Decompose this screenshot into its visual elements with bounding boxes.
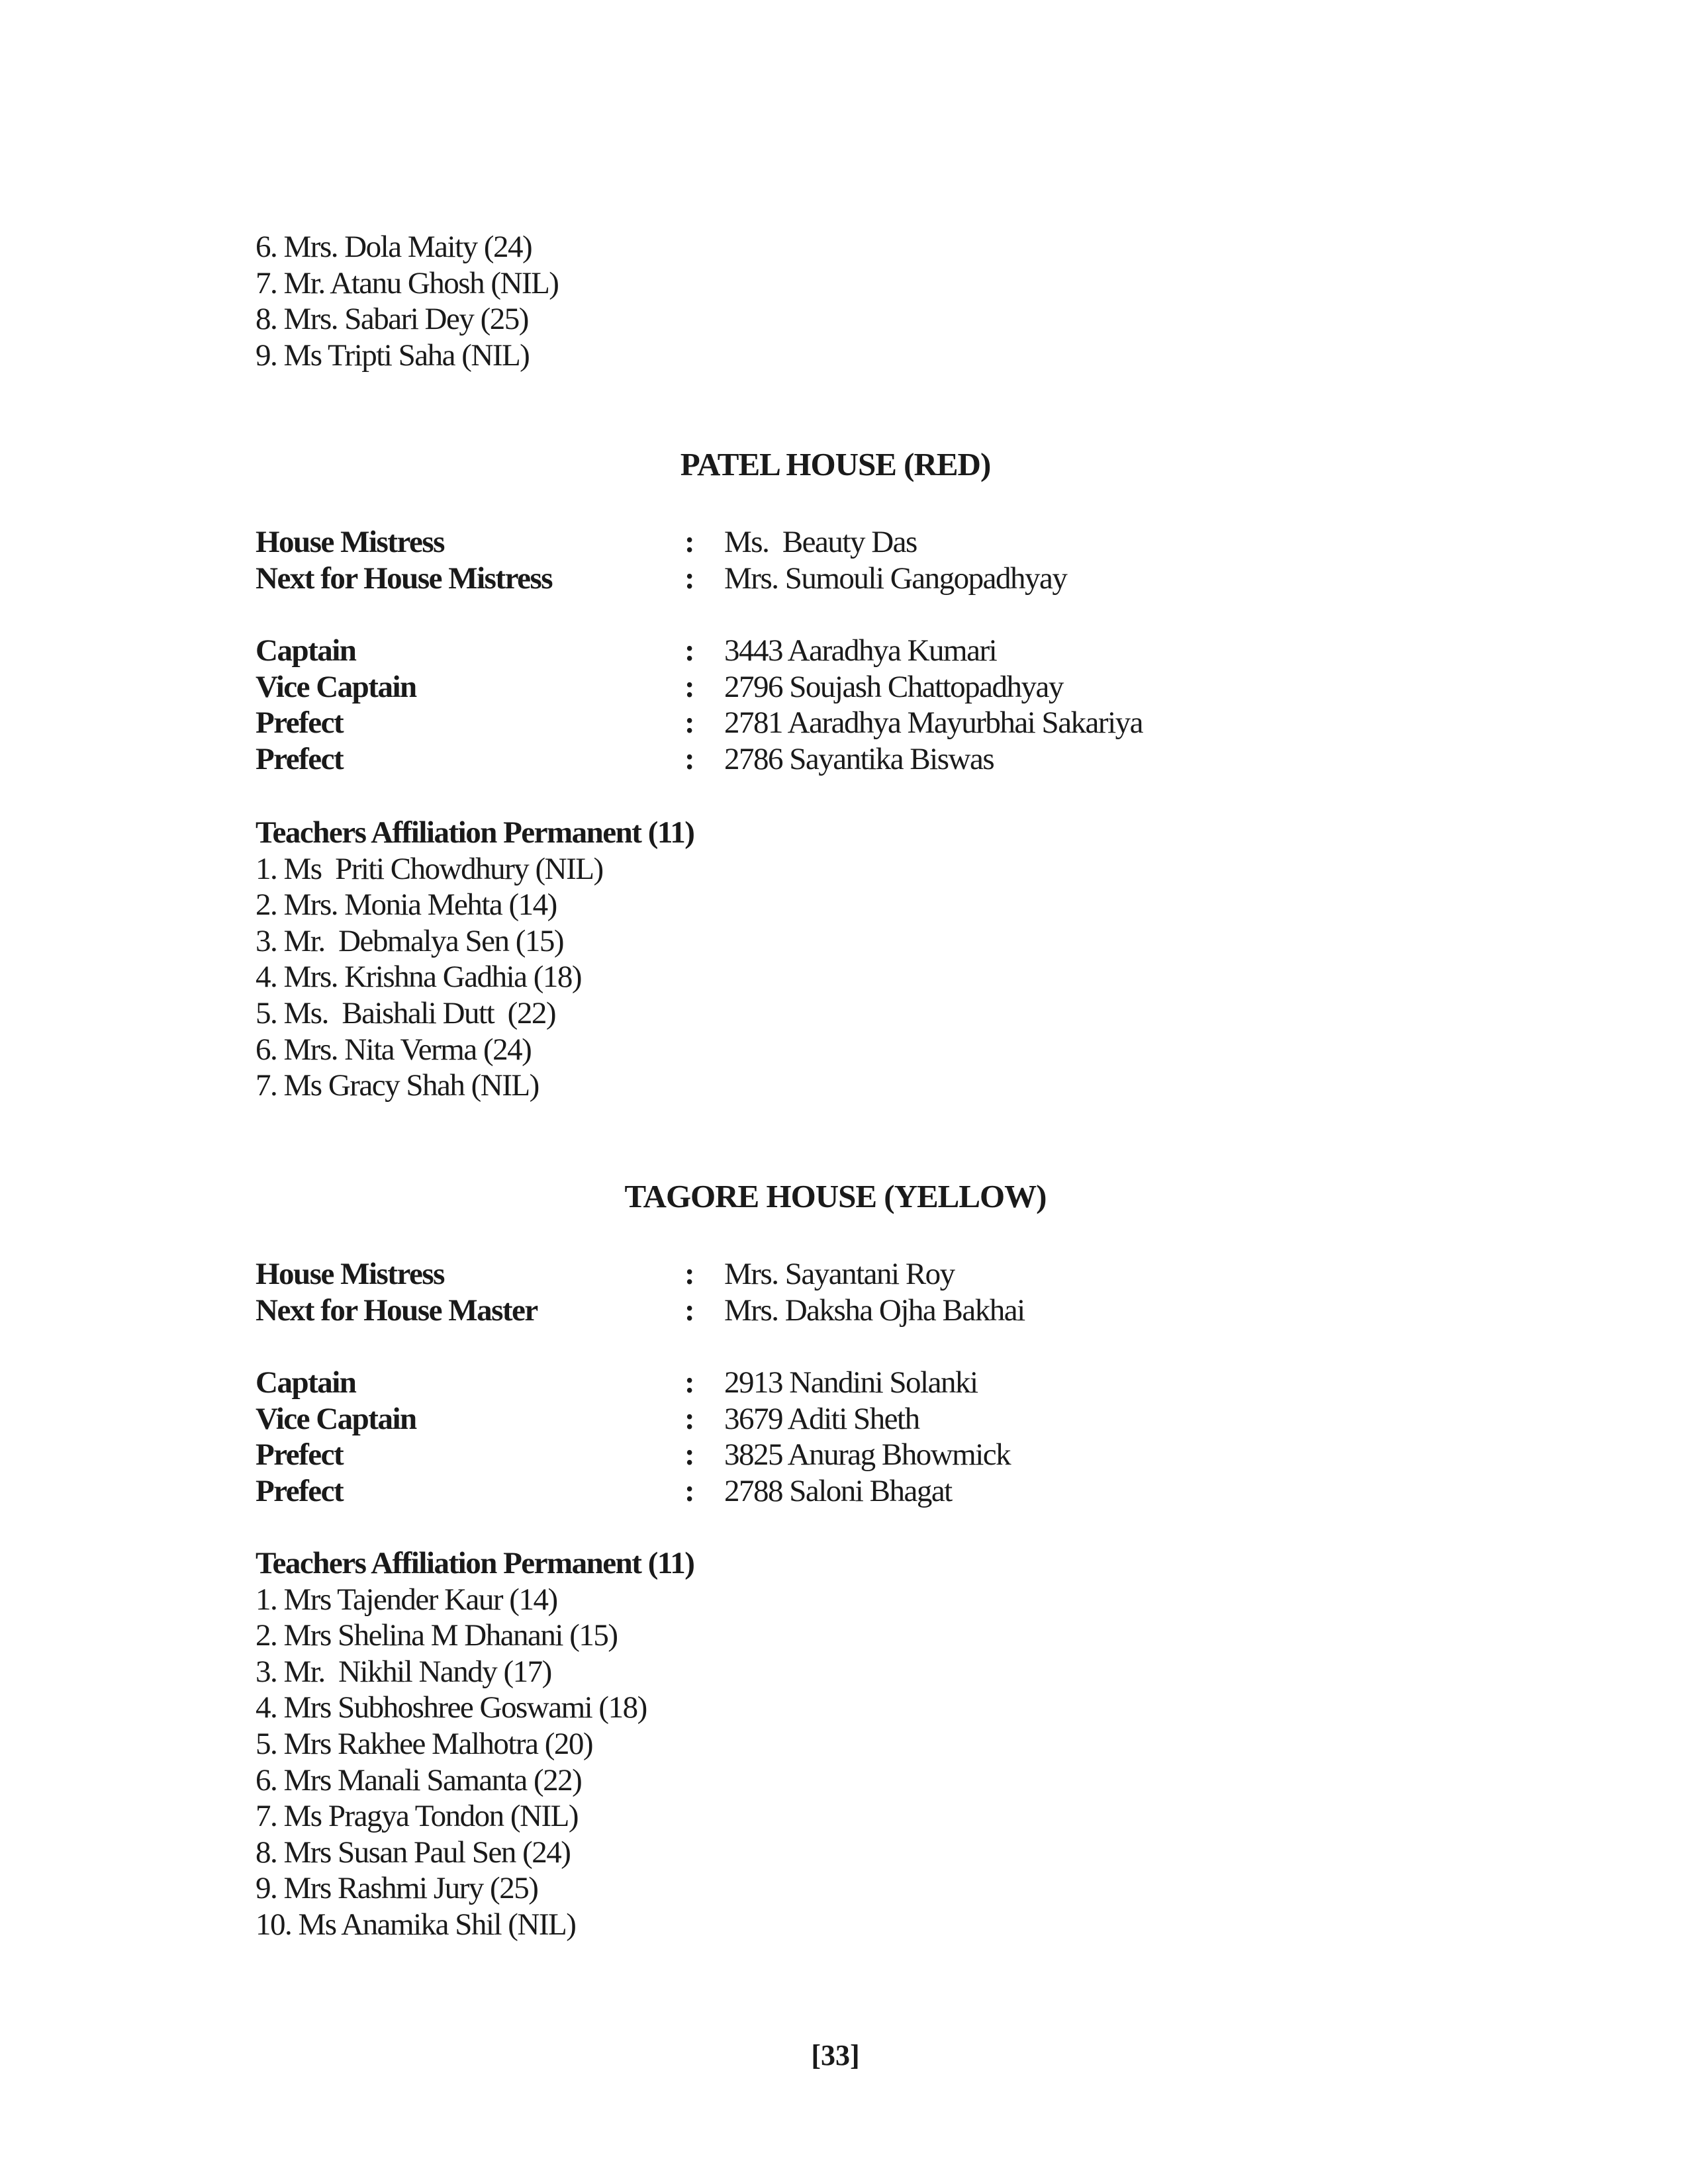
list-item: 2. Mrs Shelina M Dhanani (15) [256, 1618, 618, 1653]
list-item: 5. Mrs Rakhee Malhotra (20) [256, 1726, 592, 1761]
list-item: 10. Ms Anamika Shil (NIL) [256, 1907, 576, 1942]
patel-students [256, 633, 1513, 777]
page-number: [33] [811, 2039, 860, 2071]
row-value: Mrs. Sayantani Roy [724, 1257, 955, 1291]
list-item: 8. Mrs. Sabari Dey (25) [256, 302, 528, 337]
list-item: 1. Mrs Tajender Kaur (14) [256, 1582, 557, 1617]
list-item: 4. Mrs. Krishna Gadhia (18) [256, 960, 582, 995]
list-item: 6. Mrs Manali Samanta (22) [256, 1762, 582, 1797]
row-colon: : [684, 525, 694, 559]
list-item: 6. Mrs. Dola Maity (24) [256, 230, 532, 264]
row-value: 2796 Soujash Chattopadhyay [724, 669, 1063, 704]
info-row [256, 705, 1513, 741]
continued-teacher-list [256, 229, 558, 373]
teacher-list [256, 851, 694, 1104]
info-row [256, 1473, 1513, 1510]
teachers-heading: Teachers Affiliation Permanent (11) [256, 815, 694, 850]
row-value: 2788 Saloni Bhagat [724, 1473, 952, 1508]
row-colon: : [684, 705, 694, 741]
tagore-staff [256, 1256, 1513, 1328]
list-item: 7. Ms Pragya Tondon (NIL) [256, 1799, 579, 1834]
tagore-teachers [256, 1545, 694, 1943]
info-row [256, 1401, 1513, 1437]
row-value: 3679 Aditi Sheth [724, 1401, 919, 1436]
row-label: Captain [256, 1365, 356, 1400]
list-item: 9. Mrs Rashmi Jury (25) [256, 1871, 538, 1906]
row-colon: : [684, 1401, 694, 1436]
list-item: 9. Ms Tripti Saha (NIL) [256, 338, 530, 373]
row-colon: : [684, 1257, 694, 1291]
row-label: Prefect [256, 705, 344, 741]
row-value: 3443 Aaradhya Kumari [724, 633, 997, 668]
patel-staff [256, 524, 1513, 596]
row-colon: : [684, 1473, 694, 1508]
list-item: 7. Mr. Atanu Ghosh (NIL) [256, 265, 559, 300]
row-colon: : [684, 1365, 694, 1400]
house-heading-tagore: TAGORE HOUSE (YELLOW) [624, 1178, 1047, 1214]
row-label: House Mistress [256, 1257, 444, 1291]
info-row [256, 669, 1513, 705]
patel-teachers [256, 815, 694, 1104]
list-item: 5. Ms. Baishali Dutt (22) [256, 995, 555, 1030]
row-colon: : [684, 1437, 694, 1473]
row-value: Ms. Beauty Das [724, 525, 917, 559]
row-value: Mrs. Daksha Ojha Bakhai [724, 1293, 1025, 1328]
list-item: 6. Mrs. Nita Verma (24) [256, 1032, 532, 1067]
list-item: 4. Mrs Subhoshree Goswami (18) [256, 1690, 647, 1725]
row-value: 2913 Nandini Solanki [724, 1365, 978, 1400]
row-value: 2781 Aaradhya Mayurbhai Sakariya [724, 705, 1143, 741]
info-row [256, 1365, 1513, 1401]
row-label: Prefect [256, 741, 344, 776]
info-row [256, 741, 1513, 778]
info-row [256, 1256, 1513, 1293]
list-item: 3. Mr. Debmalya Sen (15) [256, 923, 564, 958]
house-heading-patel: PATEL HOUSE (RED) [680, 446, 991, 482]
teachers-heading: Teachers Affiliation Permanent (11) [256, 1546, 694, 1580]
list-item: 7. Ms Gracy Shah (NIL) [256, 1068, 539, 1103]
info-row [256, 633, 1513, 669]
info-row [256, 561, 1513, 597]
list-item: 1. Ms Priti Chowdhury (NIL) [256, 851, 603, 886]
row-label: Vice Captain [256, 669, 416, 704]
list-item: 3. Mr. Nikhil Nandy (17) [256, 1654, 551, 1689]
row-colon: : [684, 669, 694, 704]
row-label: Prefect [256, 1437, 344, 1473]
teacher-list [256, 1582, 694, 1943]
row-label: Next for House Master [256, 1293, 538, 1328]
row-value: 3825 Anurag Bhowmick [724, 1437, 1011, 1473]
row-label: Next for House Mistress [256, 561, 553, 596]
row-value: Mrs. Sumouli Gangopadhyay [724, 561, 1067, 596]
row-label: Vice Captain [256, 1401, 416, 1436]
row-colon: : [684, 741, 694, 776]
row-colon: : [684, 633, 694, 668]
row-colon: : [684, 1293, 694, 1328]
info-row [256, 1293, 1513, 1329]
row-label: Captain [256, 633, 356, 668]
info-row [256, 1437, 1513, 1473]
info-row [256, 524, 1513, 561]
tagore-students [256, 1365, 1513, 1509]
list-item: 2. Mrs. Monia Mehta (14) [256, 887, 557, 923]
row-value: 2786 Sayantika Biswas [724, 741, 994, 776]
row-colon: : [684, 561, 694, 596]
list-item: 8. Mrs Susan Paul Sen (24) [256, 1835, 571, 1870]
row-label: Prefect [256, 1473, 344, 1508]
row-label: House Mistress [256, 525, 444, 559]
